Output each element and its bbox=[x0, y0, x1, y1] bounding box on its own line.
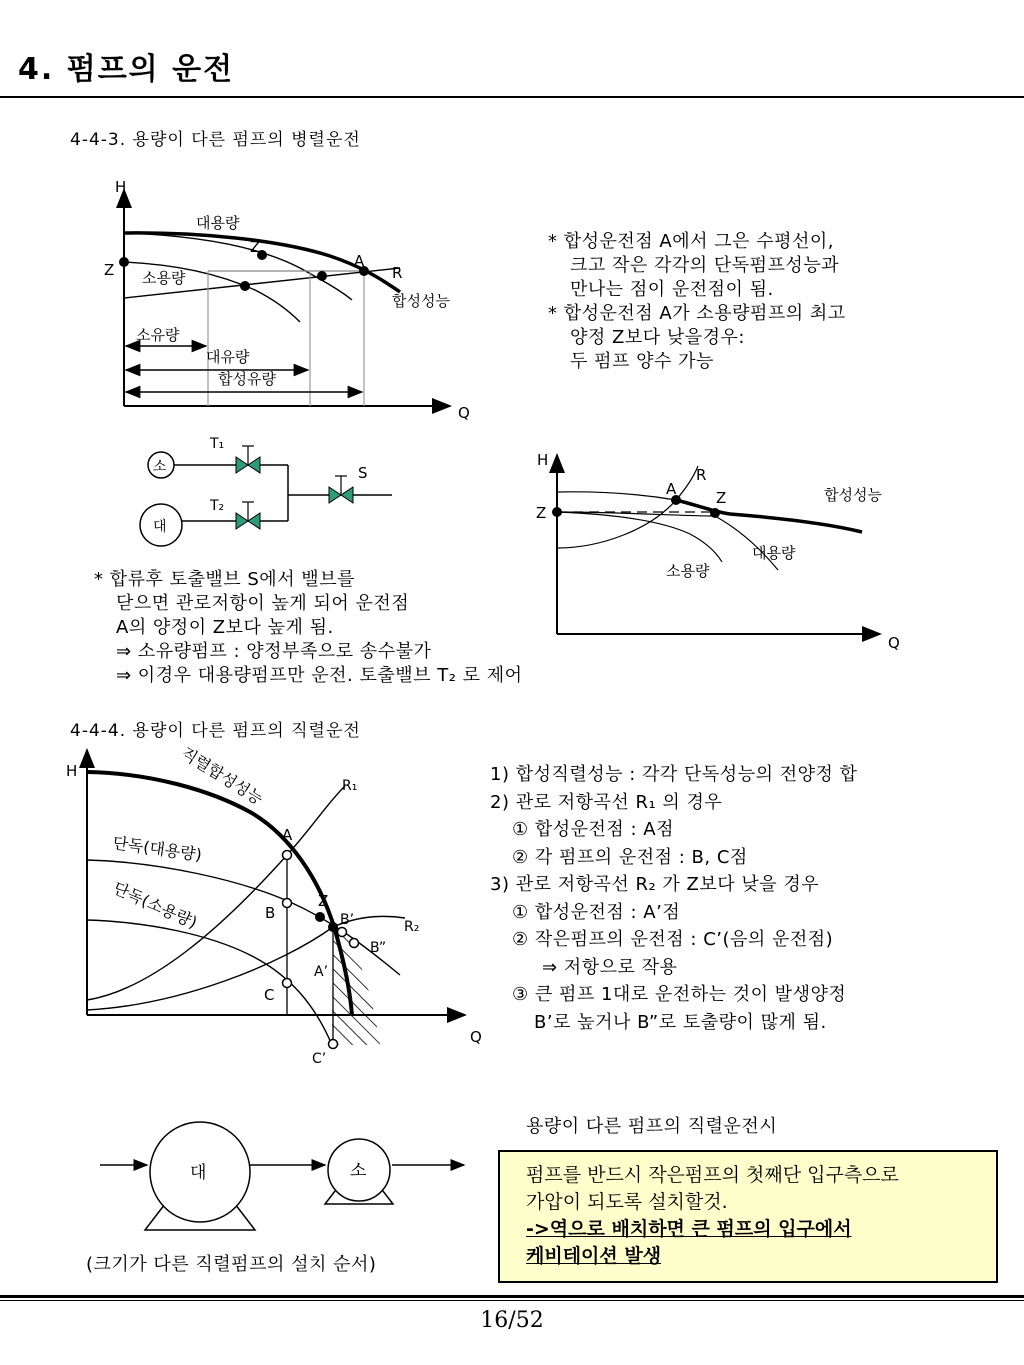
note-line: 3) 관로 저항곡선 R₂ 가 Z보다 낮을 경우 bbox=[490, 874, 820, 895]
note-line: B’로 높거나 B”로 토출량이 많게 됨. bbox=[534, 1011, 827, 1033]
fig3-c-label: C bbox=[264, 986, 275, 1004]
fig1-point-large bbox=[317, 271, 327, 281]
fig3-b-prime-label: B’ bbox=[340, 912, 355, 928]
fig3-point-c-prime bbox=[329, 1040, 338, 1049]
fig2-combined-label: 합성성능 bbox=[824, 486, 882, 504]
fig3-series-label: 직렬합성성능 bbox=[177, 743, 267, 809]
fig3-series-curves bbox=[66, 743, 482, 1067]
note-line: 만나는 점이 운전점이 됨. bbox=[570, 279, 774, 300]
series-pump-setup bbox=[100, 1122, 464, 1230]
fig2-point-z-axis bbox=[552, 507, 562, 517]
fig1-point-z-axis bbox=[119, 257, 129, 267]
fig3-point-b bbox=[283, 899, 292, 908]
callout-warning-line: ->역으로 배치하면 큰 펌프의 입구에서 bbox=[526, 1218, 852, 1240]
fig2-resistance-curve bbox=[557, 466, 698, 548]
fig3-a-label: A bbox=[282, 826, 293, 844]
note-line: 닫으면 관로저항이 높게 되어 운전점 bbox=[116, 593, 410, 614]
series-notes bbox=[490, 761, 857, 1036]
fig3-point-a bbox=[283, 851, 292, 860]
page-number: 16/52 bbox=[480, 1308, 544, 1333]
parallel-notes bbox=[548, 230, 846, 374]
note-line: * 합성운전점 A가 소용량펌프의 최고 bbox=[548, 303, 846, 324]
fig1-flow-large-label: 대유량 bbox=[206, 348, 250, 366]
note-line: ② 작은펌프의 운전점 : C’(음의 운전점) bbox=[512, 929, 834, 950]
section-heading-parallel: 4-4-3. 용량이 다른 펌프의 병렬운전 bbox=[70, 130, 361, 150]
note-line: ① 합성운전점 : A’점 bbox=[512, 901, 681, 923]
fig2-combined-upper bbox=[557, 492, 676, 500]
fig3-z-label: Z bbox=[318, 892, 329, 910]
fig1-flow-combined-label: 합성유량 bbox=[218, 370, 276, 388]
fig3-point-a-prime bbox=[328, 922, 338, 932]
note-line: ③ 큰 펌프 1대로 운전하는 것이 발생양정 bbox=[512, 984, 847, 1005]
fig3-point-z bbox=[315, 912, 325, 922]
fig2-small-label: 소용량 bbox=[666, 562, 710, 580]
fig3-point-b-prime bbox=[338, 928, 347, 937]
fig1-point-small bbox=[240, 281, 250, 291]
note-line: 두 펌프 양수 가능 bbox=[570, 351, 714, 372]
footer-divider-thin bbox=[0, 1300, 1024, 1301]
note-line: 2) 관로 저항곡선 R₁ 의 경우 bbox=[490, 791, 723, 813]
fig3-large-label: 단독(대용량) bbox=[111, 833, 203, 865]
fig2-large-label: 대용량 bbox=[752, 544, 796, 562]
note-line: ⇒ 저항으로 작용 bbox=[542, 956, 678, 978]
note-line: A의 양정이 Z보다 높게 됨. bbox=[116, 617, 334, 638]
large-pump-label: 대 bbox=[190, 1163, 207, 1183]
fig1-r-label: R bbox=[392, 264, 403, 282]
fig3-small-curve bbox=[87, 920, 332, 1045]
valve-t2 bbox=[236, 502, 260, 529]
fig2-small-curve bbox=[557, 512, 722, 562]
fig3-small-label: 단독(소용량) bbox=[110, 878, 201, 933]
fig1-a-label: A bbox=[354, 252, 365, 270]
fig2-q-label: Q bbox=[888, 634, 900, 652]
fig3-b-dprime-label: B” bbox=[370, 940, 387, 956]
fig3-q-label: Q bbox=[470, 1028, 482, 1046]
fig2-z-axis-label: Z bbox=[536, 504, 547, 522]
callout-box bbox=[498, 1150, 998, 1283]
fig1-small-label: 소용량 bbox=[142, 269, 186, 287]
note-line: 크고 작은 각각의 단독펌프성능과 bbox=[570, 255, 840, 276]
fig1-parallel-curves bbox=[104, 178, 470, 422]
fig1-large-curve bbox=[124, 233, 352, 300]
series-setup-caption: (크기가 다른 직렬펌프의 설치 순서) bbox=[86, 1254, 377, 1275]
footer-divider bbox=[0, 1295, 1024, 1298]
fig3-point-c bbox=[283, 979, 292, 988]
valve-t1-label: T₁ bbox=[210, 436, 225, 452]
note-line: ① 합성운전점 : A점 bbox=[512, 819, 675, 840]
pump-large-label: 대 bbox=[153, 519, 167, 535]
fig1-z-label: Z bbox=[250, 238, 261, 256]
valve-t2-label: T₂ bbox=[210, 498, 225, 514]
fig2-h-label: H bbox=[537, 451, 549, 469]
fig1-z-axis-label: Z bbox=[104, 261, 115, 279]
fig2-closed-valve-curves bbox=[536, 451, 900, 652]
pump-small-label: 소 bbox=[153, 459, 167, 475]
callout-heading: 용량이 다른 펌프의 직렬운전시 bbox=[526, 1116, 778, 1137]
valve-s bbox=[329, 476, 353, 503]
fig3-r2-label: R₂ bbox=[404, 919, 420, 935]
piping-diagram bbox=[140, 436, 392, 546]
section-heading-series: 4-4-4. 용량이 다른 펌프의 직렬운전 bbox=[70, 721, 361, 741]
fig3-point-b-dprime bbox=[350, 939, 359, 948]
fig2-point-z bbox=[710, 508, 720, 518]
callout-line: 가압이 되도록 설치할것. bbox=[526, 1191, 728, 1213]
fig1-h-label: H bbox=[115, 178, 127, 196]
note-line: ② 각 펌프의 운전점 : B, C점 bbox=[512, 846, 748, 868]
valve-t1 bbox=[236, 446, 260, 473]
note-line: * 합성운전점 A에서 그은 수평선이, bbox=[548, 231, 834, 252]
fig1-flow-small-label: 소유량 bbox=[136, 326, 180, 344]
callout-warning-line: 케비테이션 발생 bbox=[526, 1245, 662, 1267]
fig3-h-label: H bbox=[66, 762, 78, 780]
fig3-c-prime-label: C’ bbox=[312, 1051, 327, 1067]
fig1-q-label: Q bbox=[458, 404, 470, 422]
fig3-r1-label: R₁ bbox=[342, 778, 358, 794]
fig1-large-label: 대용량 bbox=[196, 214, 240, 232]
valve-notes bbox=[94, 568, 523, 688]
small-pump-label: 소 bbox=[350, 1161, 367, 1181]
note-line: ⇒ 이경우 대용량펌프만 운전. 토출밸브 T₂ 로 제어 bbox=[116, 665, 523, 686]
fig1-combined-label: 합성성능 bbox=[392, 292, 450, 310]
note-line: * 합류후 토출밸브 S에서 밸브를 bbox=[94, 569, 355, 590]
fig3-a-prime-label: A’ bbox=[314, 964, 329, 980]
fig2-z-label: Z bbox=[716, 489, 727, 507]
page-title: 4. 펌프의 운전 bbox=[18, 52, 235, 87]
valve-s-label: S bbox=[358, 464, 368, 482]
note-line: 1) 합성직렬성능 : 각각 단독성능의 전양정 합 bbox=[490, 764, 858, 785]
fig2-r-label: R bbox=[696, 466, 707, 484]
fig3-b-label: B bbox=[265, 904, 276, 922]
note-line: 양정 Z보다 낮을경우: bbox=[570, 327, 745, 348]
callout-line: 펌프를 반드시 작은펌프의 첫째단 입구측으로 bbox=[526, 1164, 899, 1186]
note-line: ⇒ 소유량펌프 : 양정부족으로 송수불가 bbox=[116, 641, 432, 662]
fig2-a-label: A bbox=[666, 480, 677, 498]
